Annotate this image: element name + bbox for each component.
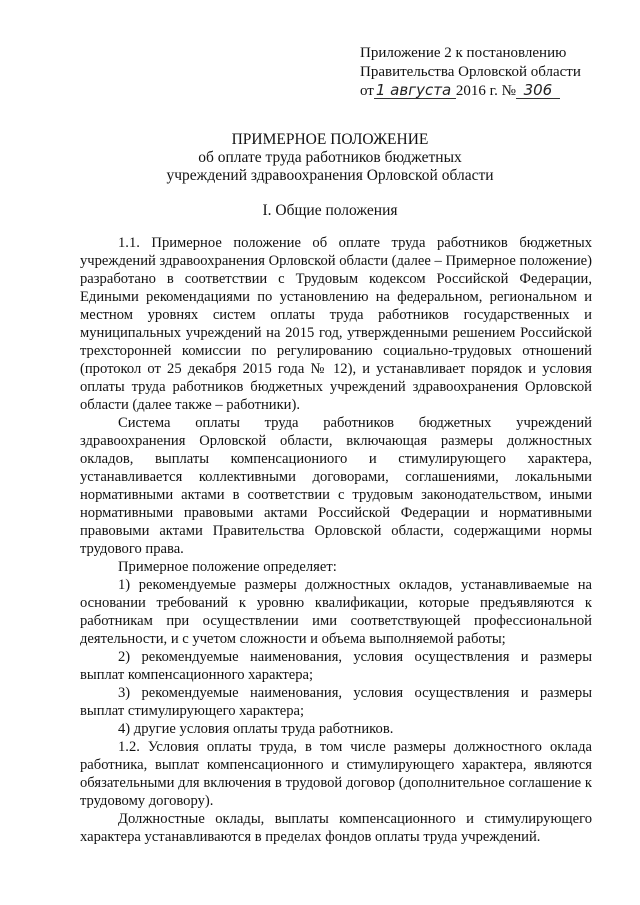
document-title xyxy=(80,131,580,185)
paragraph-salaries: Должностные оклады, выплаты компенсационного и стимулирующего характера устанавливаются в пределах фондов оплаты труда учреждений. xyxy=(80,811,592,845)
list-item-3: 3) рекомендуемые наименования, условия осуществления и размеры выплат стимулирующего характера; xyxy=(80,685,592,719)
paragraph-1-2: 1.2. Условия оплаты труда, в том числе размеры должностного оклада работника, выплат компенсационного и стимулирующего характера, являются обязательными для включения в трудовой договор (дополнительное соглашение к трудовому договору). xyxy=(80,739,592,809)
appendix-line-3 xyxy=(360,82,610,101)
handwritten-date: 1 августа xyxy=(374,83,456,99)
paragraph-1-1: 1.1. Примерное положение об оплате труда работников бюджетных учреждений здравоохранения Орловской области (далее – Примерное положение) разработано в соответствии с Трудовым кодексом Российской Федерации, Едиными рекомендациями по установлению на федеральном, региональном и местном уровнях систем оплаты труда работников государственных и муниципальных учреждений на 2015 год, утвержденными решением Российской трехсторонней комиссии по регулированию социально-трудовых отношений (протокол от 25 декабря 2015 года № 12), и устанавливает порядок и условия оплаты труда работников бюджетных учреждений здравоохранения Орловской области (далее также – работники). xyxy=(80,235,592,413)
appendix-line-2: Правительства Орловской области xyxy=(360,64,581,80)
title-line-2: об оплате труда работников бюджетных xyxy=(198,149,462,166)
paragraph-defines: Примерное положение определяет: xyxy=(118,559,337,575)
list-item-2: 2) рекомендуемые наименования, условия осуществления и размеры выплат компенсационного характера; xyxy=(80,649,592,683)
handwritten-number: 306 xyxy=(516,83,560,99)
date-year: 2016 г. № xyxy=(455,83,516,99)
section-heading: I. Общие положения xyxy=(262,202,398,219)
title-line-3: учреждений здравоохранения Орловской области xyxy=(166,167,494,184)
list-item-4: 4) другие условия оплаты труда работников. xyxy=(118,721,394,737)
date-prefix: от xyxy=(360,83,374,99)
document-body xyxy=(80,234,592,846)
paragraph-system: Система оплаты труда работников бюджетных учреждений здравоохранения Орловской области, включающая размеры должностных окладов, выплаты компенсациониого и стимулирующего характера, устанавливается коллективными договорами, соглашениями, локальными нормативными актами в соответствии с трудовым законодательством, иными нормативными правовыми актами Российской Федерации и нормативными правовыми актами Правительства Орловской области, содержащими нормы трудового права. xyxy=(80,415,592,557)
appendix-header xyxy=(360,44,610,101)
list-item-1: 1) рекомендуемые размеры должностных окладов, устанавливаемые на основании требований к уровню квалификации, которые предъявляются к работникам при осуществлении ими соответствующей профессиональной деятельности, и с учетом сложности и объема выполняемой работы; xyxy=(80,577,592,647)
appendix-line-1: Приложение 2 к постановлению xyxy=(360,45,567,61)
title-line-1: ПРИМЕРНОЕ ПОЛОЖЕНИЕ xyxy=(231,131,429,148)
